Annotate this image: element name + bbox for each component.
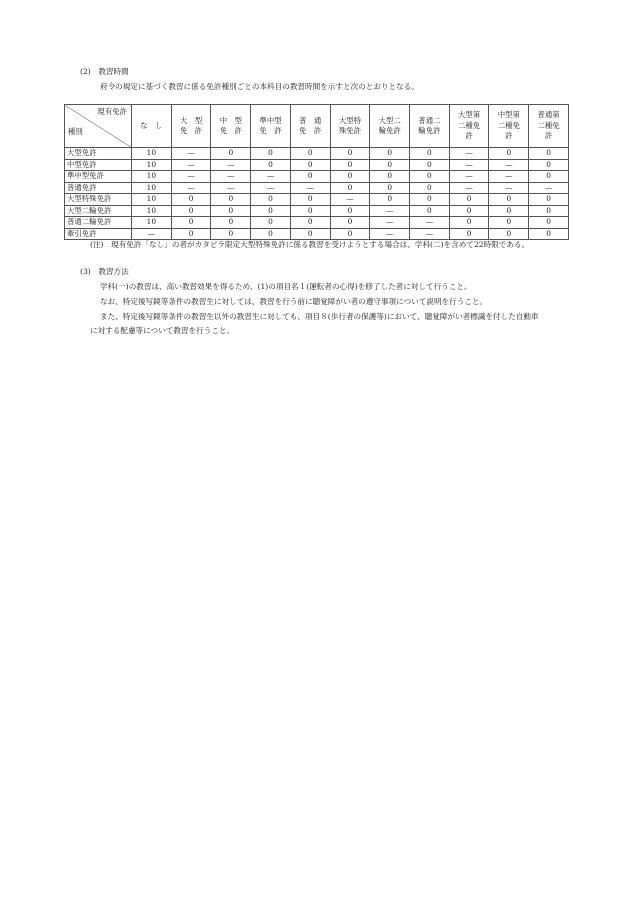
column-header: 普通二 輪免許 — [410, 105, 450, 148]
table-cell: 0 — [489, 148, 529, 160]
table-cell: 0 — [370, 171, 410, 183]
column-header: 大型二 輪免許 — [370, 105, 410, 148]
row-label: 普通免許 — [65, 182, 132, 194]
table-cell: 0 — [529, 217, 569, 229]
table-cell: 0 — [171, 194, 211, 206]
table-cell: 0 — [529, 148, 569, 160]
column-header: 大型第 二種免 許 — [449, 105, 489, 148]
table-cell: 0 — [529, 228, 569, 240]
table-cell: — — [251, 182, 291, 194]
table-cell: — — [489, 171, 529, 183]
column-header: な し — [132, 105, 172, 148]
table-cell: — — [449, 182, 489, 194]
table-cell: — — [171, 182, 211, 194]
row-label: 大型二輪免許 — [65, 205, 132, 217]
column-header: 準中型 免 許 — [251, 105, 291, 148]
table-cell: — — [171, 148, 211, 160]
table-cell: 0 — [211, 228, 251, 240]
table-cell: 0 — [449, 205, 489, 217]
corner-header — [65, 105, 132, 148]
table-cell: 0 — [211, 148, 251, 160]
table-cell: — — [290, 182, 330, 194]
table-cell: 0 — [290, 171, 330, 183]
table-cell: — — [251, 171, 291, 183]
table-row — [65, 159, 569, 171]
table-cell: 0 — [330, 205, 370, 217]
table-cell: 0 — [290, 217, 330, 229]
table-cell: — — [171, 159, 211, 171]
table-cell: 0 — [330, 148, 370, 160]
table-cell: — — [370, 205, 410, 217]
column-header: 大型特 殊免許 — [330, 105, 370, 148]
section-2-heading: (2) 教習時間 — [80, 67, 129, 76]
table-cell: 0 — [529, 171, 569, 183]
table-cell: — — [449, 171, 489, 183]
table-cell: 10 — [132, 159, 172, 171]
table-cell: 0 — [489, 194, 529, 206]
table-cell: 0 — [330, 182, 370, 194]
table-cell: 0 — [410, 194, 450, 206]
column-header: 普通第 二種免 許 — [529, 105, 569, 148]
table-cell: 10 — [132, 217, 172, 229]
table-cell: 0 — [330, 159, 370, 171]
table-cell: 0 — [251, 228, 291, 240]
row-label: 準中型免許 — [65, 171, 132, 183]
table-cell: — — [410, 217, 450, 229]
table-cell: — — [489, 182, 529, 194]
table-row — [65, 148, 569, 160]
table-cell: — — [410, 228, 450, 240]
table-cell: 0 — [290, 148, 330, 160]
table-row — [65, 205, 569, 217]
table-cell: 0 — [410, 159, 450, 171]
table-cell: 10 — [132, 182, 172, 194]
table-cell: 0 — [251, 217, 291, 229]
table-cell: 0 — [211, 217, 251, 229]
table-cell: 0 — [211, 205, 251, 217]
column-header: 大 型 免 許 — [171, 105, 211, 148]
table-row — [65, 171, 569, 183]
table-cell: 0 — [290, 159, 330, 171]
table-cell: 0 — [370, 148, 410, 160]
corner-top-label: 現有免許 — [97, 107, 127, 116]
table-cell: — — [211, 182, 251, 194]
table-cell: 0 — [410, 205, 450, 217]
table-cell: 10 — [132, 205, 172, 217]
column-header: 普 通 免 許 — [290, 105, 330, 148]
table-cell: 0 — [171, 228, 211, 240]
corner-bottom-label: 種別 — [68, 126, 83, 136]
paragraph: また、特定後写鏡等条件の教習生以外の教習生に対しても、項目８(歩行者の保護等)において、聴覚障がい者標識を付した自動車 — [100, 312, 539, 321]
table-cell: 0 — [410, 148, 450, 160]
table-cell: — — [330, 194, 370, 206]
table-cell: 0 — [529, 205, 569, 217]
row-label: 大型特殊免許 — [65, 194, 132, 206]
table-cell: 0 — [251, 205, 291, 217]
table-cell: 0 — [251, 194, 291, 206]
table-cell: — — [449, 159, 489, 171]
table-cell: — — [449, 148, 489, 160]
table-cell: 10 — [132, 171, 172, 183]
paragraph: なお、特定後写鏡等条件の教習生に対しては、教習を行う前に聴覚障がい者の遵守事項について説明を行うこと。 — [100, 297, 488, 306]
table-cell: — — [211, 159, 251, 171]
table-cell: 0 — [449, 217, 489, 229]
table-cell: — — [529, 182, 569, 194]
table-cell: — — [211, 171, 251, 183]
table-cell: — — [370, 217, 410, 229]
paragraph: 学科(一)の教習は、高い教習効果を得るため、(1)の項目名１(運転者の心得)を修了した者に対して行うこと。 — [100, 282, 472, 291]
column-header: 中 型 免 許 — [211, 105, 251, 148]
table-cell: 0 — [370, 182, 410, 194]
training-hours-table — [64, 104, 569, 240]
table-cell: — — [132, 228, 172, 240]
table-cell: 0 — [290, 205, 330, 217]
table-cell: 0 — [330, 171, 370, 183]
table-cell: 0 — [449, 194, 489, 206]
table-cell: 0 — [410, 182, 450, 194]
table-cell: 0 — [529, 159, 569, 171]
table-cell: 10 — [132, 148, 172, 160]
table-cell: 0 — [529, 194, 569, 206]
table-cell: 0 — [330, 228, 370, 240]
table-cell: — — [171, 171, 211, 183]
table-cell: 0 — [370, 194, 410, 206]
table-cell: 0 — [171, 217, 211, 229]
row-label: 普通二輪免許 — [65, 217, 132, 229]
table-cell: 0 — [449, 228, 489, 240]
table-cell: 0 — [251, 148, 291, 160]
section-2-intro: 府令の規定に基づく教習に係る免許種別ごとの本科目の教習時間を示すと次のとおりとなる。 — [100, 82, 419, 91]
table-cell: 0 — [489, 217, 529, 229]
row-label: 中型免許 — [65, 159, 132, 171]
table-row — [65, 217, 569, 229]
column-header: 中型第 二種免 許 — [489, 105, 529, 148]
table-cell: 0 — [290, 228, 330, 240]
table-cell: 0 — [290, 194, 330, 206]
table-cell: 0 — [489, 205, 529, 217]
table-note: (注) 現有免許「なし」の者がカタピラ限定大型特殊免許に係る教習を受けようとする場合は、学科(二)を含めて22時限である。 — [90, 240, 530, 249]
table-cell: 0 — [211, 194, 251, 206]
table-cell: — — [489, 159, 529, 171]
table-cell: 0 — [171, 205, 211, 217]
table-row — [65, 182, 569, 194]
table-cell: 0 — [370, 159, 410, 171]
table-cell: — — [370, 228, 410, 240]
table-cell: 0 — [489, 228, 529, 240]
table-cell: 0 — [410, 171, 450, 183]
table-row — [65, 228, 569, 240]
table-row — [65, 194, 569, 206]
paragraph: に対する配慮等について教習を行うこと。 — [90, 326, 235, 335]
table-cell: 10 — [132, 194, 172, 206]
row-label: 牽引免許 — [65, 228, 132, 240]
table-cell: 0 — [330, 217, 370, 229]
section-3-heading: (3) 教習方法 — [80, 267, 129, 276]
table-cell: 0 — [251, 159, 291, 171]
row-label: 大型免許 — [65, 148, 132, 160]
